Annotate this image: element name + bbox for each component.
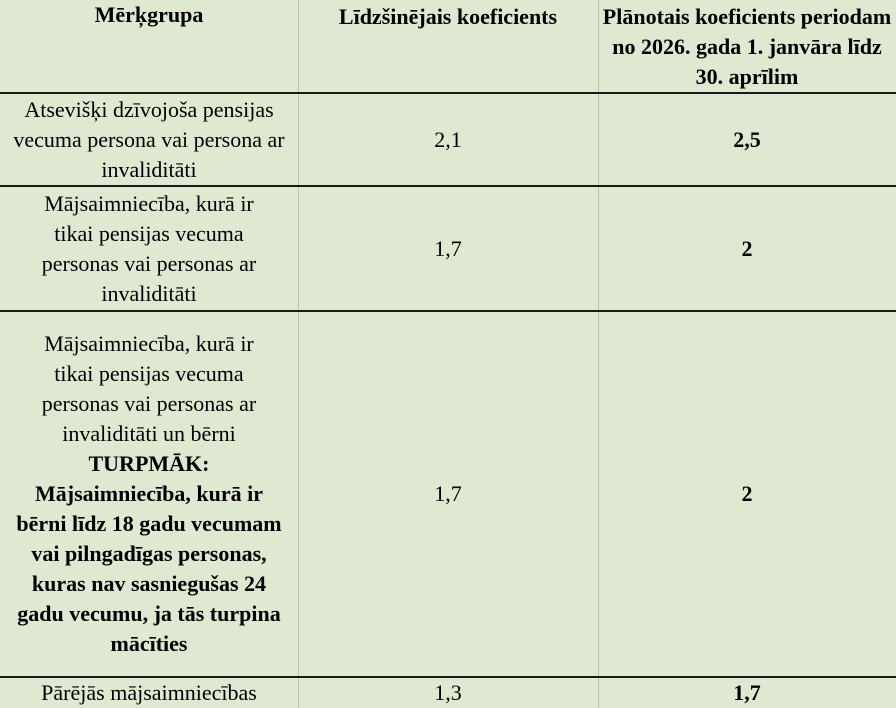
row1-group-text: Atsevišķi dzīvojoša pensijas vecuma persona vai persona ar invaliditāti xyxy=(13,97,285,182)
row4-planned-value: 1,7 xyxy=(733,680,761,705)
header-target-group xyxy=(0,0,298,94)
row3-group xyxy=(0,311,298,677)
row3-group-addition: TURPMĀK: Mājsaimniecība, kurā ir bērni līdz 18 gadu vecumam vai pilngadīgas personas, kuras nav sasniegušas 24 gadu vecumu, ja tās turpina mācīties xyxy=(16,451,282,656)
row2-current xyxy=(298,186,598,311)
row4-group xyxy=(0,677,298,708)
header-current-coefficient xyxy=(298,0,598,94)
row2-group-text: Mājsaimniecība, kurā ir tikai pensijas vecuma personas vai personas ar invaliditāti xyxy=(41,190,257,306)
row4-current-value: 1,3 xyxy=(434,680,462,705)
row1-planned-value: 2,5 xyxy=(733,127,761,152)
row-divider xyxy=(0,310,896,312)
row1-group xyxy=(0,94,298,186)
row3-current xyxy=(298,311,598,677)
row1-planned xyxy=(598,94,896,186)
row3-group-text: Mājsaimniecība, kurā ir tikai pensijas vecuma personas vai personas ar invaliditāti un bērni xyxy=(41,331,257,446)
row1-current-value: 2,1 xyxy=(434,127,462,152)
column-divider xyxy=(298,0,299,708)
header-planned-coefficient-text: Plānotais koeficients periodam no 2026. gada 1. janvāra līdz 30. aprīlim xyxy=(602,4,892,89)
header-target-group-text: Mērķgrupa xyxy=(94,2,204,27)
row4-group-text: Pārējās mājsaimniecības xyxy=(41,680,257,705)
row-divider xyxy=(0,92,896,94)
row3-current-value: 1,7 xyxy=(434,481,462,506)
row1-current xyxy=(298,94,598,186)
row-divider xyxy=(0,676,896,678)
row3-planned xyxy=(598,311,896,677)
header-planned-coefficient xyxy=(598,0,896,94)
row3-planned-value: 2 xyxy=(741,481,753,506)
header-current-coefficient-text: Līdzšinējais koeficients xyxy=(338,4,558,29)
row2-planned xyxy=(598,186,896,311)
row4-planned xyxy=(598,677,896,708)
row-divider xyxy=(0,185,896,187)
row2-group xyxy=(0,186,298,311)
row2-planned-value: 2 xyxy=(741,235,753,261)
row2-current-value: 1,7 xyxy=(434,235,462,261)
column-divider xyxy=(598,0,599,708)
row4-current xyxy=(298,677,598,708)
